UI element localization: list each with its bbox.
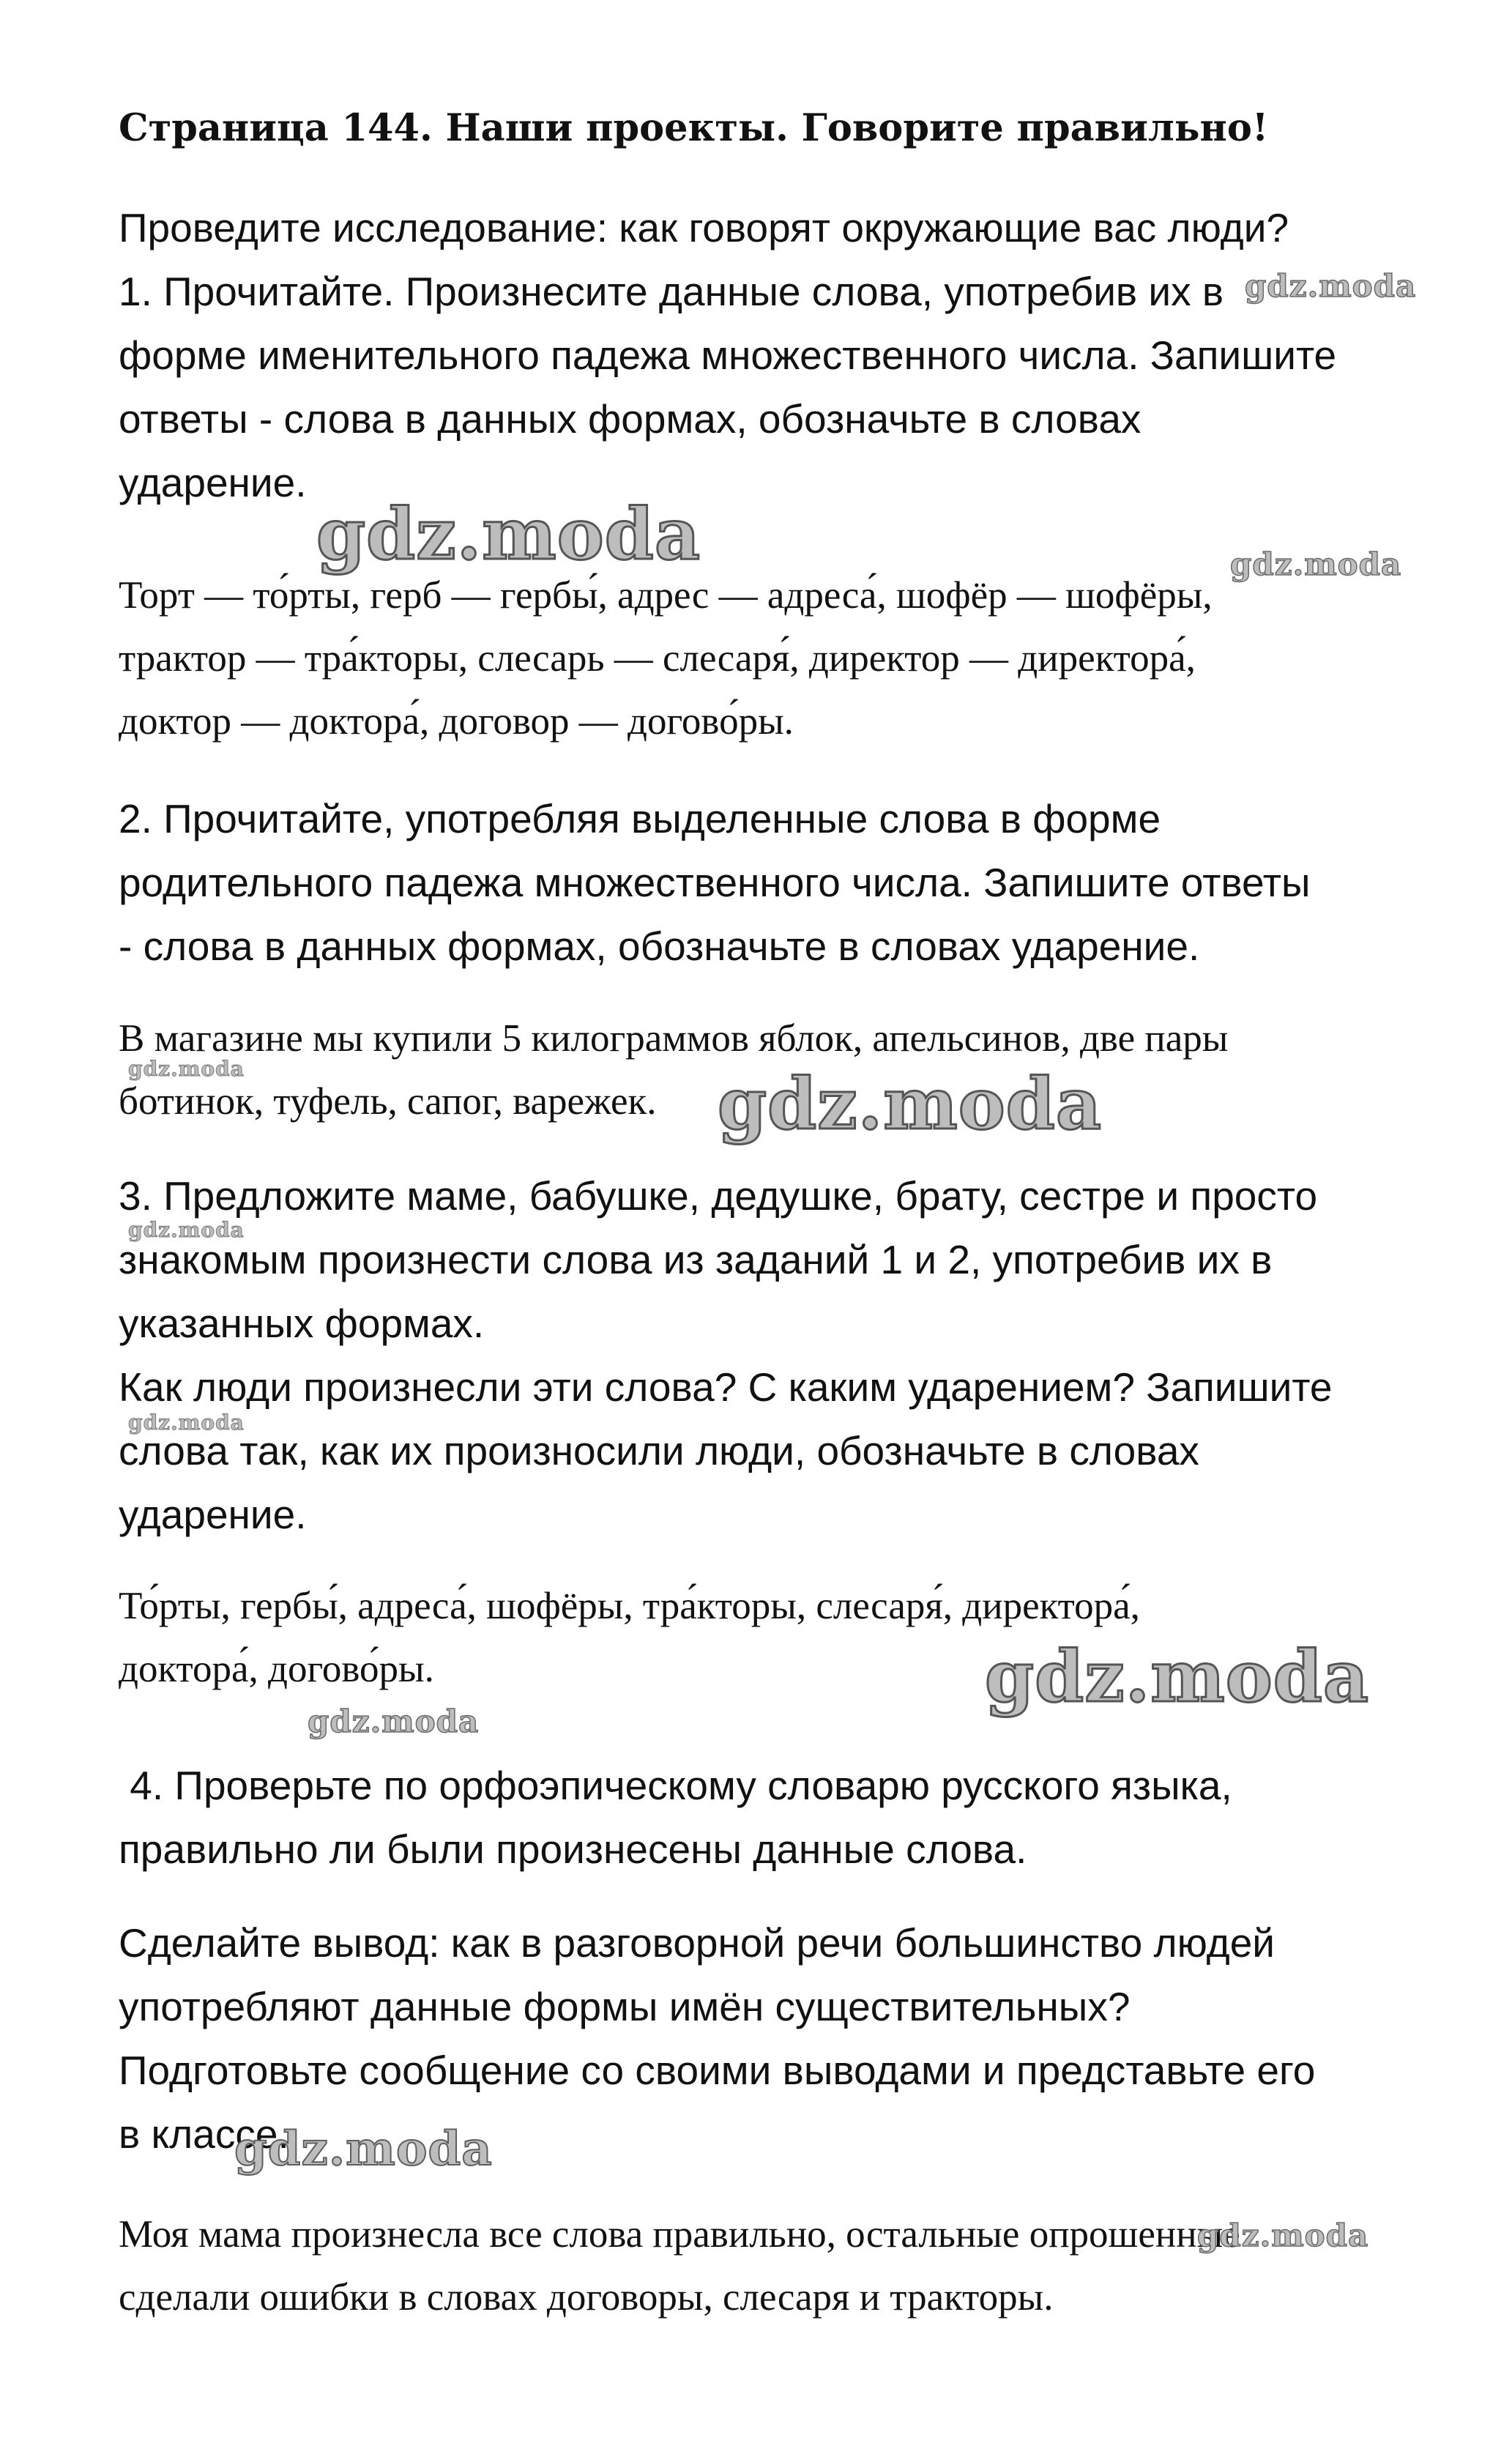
task-line: ударение. [119, 460, 307, 505]
task-line: Как люди произнесли эти слова? С каким ударением? Запишите [119, 1364, 1333, 1410]
answer-line: То́рты, гербы́, адреса́, шофёры, тра́кторы, слесаря́, директора́, [119, 1585, 1140, 1627]
task-line: 3. Предложите маме, бабушке, дедушке, брату, сестре и просто [119, 1173, 1318, 1219]
watermark-logo: gdz.moda [1197, 2218, 1369, 2253]
task-line: ударение. [119, 1492, 307, 1537]
task-line: Подготовьте сообщение со своими выводами и представьте его [119, 2048, 1316, 2093]
task-1-prompt [119, 260, 1437, 515]
answer-line: сделали ошибки в словах договоры, слесаря и тракторы. [119, 2276, 1054, 2319]
task-line: указанных формах. [119, 1301, 485, 1346]
task-line: форме именительного падежа множественного числа. Запишите [119, 332, 1337, 378]
task-line: в классе. [119, 2111, 289, 2157]
task-line: ответы - слова в данных формах, обозначьте в словах [119, 396, 1142, 442]
task-line: - слова в данных формах, обозначьте в словах ударение. [119, 923, 1200, 969]
watermark-logo: gdz.moda [308, 1703, 480, 1739]
task-line: Сделайте вывод: как в разговорной речи большинство людей [119, 1920, 1275, 1966]
answer-line: В магазине мы купили 5 килограммов яблок, апельсинов, две пары [119, 1017, 1229, 1060]
answer-line: Моя мама произнесла все слова правильно, остальные опрошенные [119, 2213, 1240, 2256]
task-2-prompt [119, 787, 1437, 978]
intro-line: Проведите исследование: как говорят окружающие вас люди? [119, 205, 1289, 250]
task-line: 4. Проверьте по орфоэпическому словарю русского языка, [119, 1763, 1232, 1808]
answer-line: Торт — то́рты, герб — гербы́, адрес — адреса́, шофёр — шофёры, [119, 574, 1213, 617]
watermark-logo: gdz.moda [316, 493, 701, 576]
answer-line: ботинок, туфель, сапог, варежек. [119, 1080, 657, 1123]
answer-line: доктор — доктора́, договор — догово́ры. [119, 700, 794, 743]
watermark-logo: gdz.moda [1230, 546, 1402, 582]
task-4-prompt [119, 1754, 1437, 1881]
task-line: употребляют данные формы имён существительных? [119, 1984, 1131, 2029]
watermark-logo: gdz.moda [234, 2122, 493, 2177]
answer-line: трактор — тра́кторы, слесарь — слесаря́, директор — директора́, [119, 637, 1196, 680]
task-1-answer [119, 564, 1437, 753]
watermark-logo: gdz.moda [128, 1057, 245, 1081]
task-line: знакомым произнести слова из заданий 1 и 2, употребив их в [119, 1237, 1273, 1282]
task-line: слова так, как их произносили люди, обозначьте в словах [119, 1428, 1199, 1473]
watermark-logo: gdz.moda [718, 1063, 1103, 1145]
answer-line: доктора́, догово́ры. [119, 1648, 434, 1690]
watermark-logo: gdz.moda [128, 1410, 245, 1435]
task-3-prompt [119, 1164, 1437, 1547]
intro-text [119, 196, 1437, 260]
watermark-logo: gdz.moda [985, 1635, 1370, 1718]
page-title: Страница 144. Наши проекты. Говорите правильно! [119, 106, 1269, 150]
task-line: 2. Прочитайте, употребляя выделенные слова в форме [119, 796, 1161, 841]
task-line: 1. Прочитайте. Произнесите данные слова, употребив их в [119, 269, 1224, 314]
watermark-logo: gdz.moda [1245, 268, 1417, 304]
task-line: родительного падежа множественного числа. Запишите ответы [119, 860, 1311, 905]
watermark-logo: gdz.moda [128, 1218, 245, 1242]
task-line: правильно ли были произнесены данные слова. [119, 1826, 1027, 1872]
